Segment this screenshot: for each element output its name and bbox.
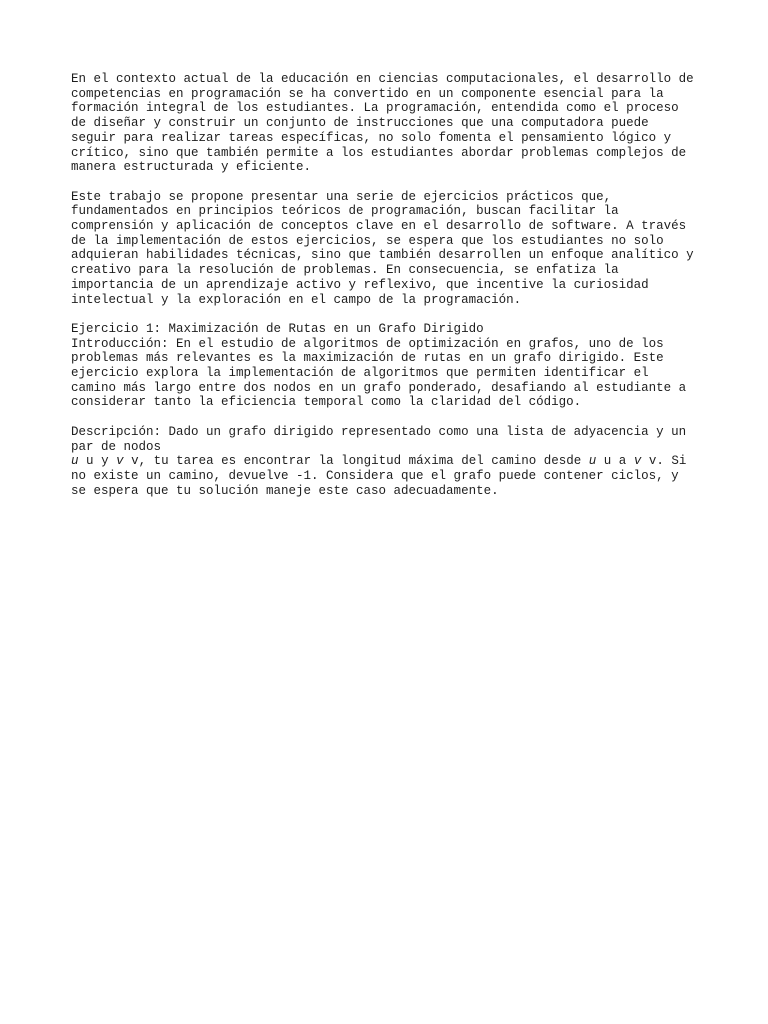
objective-paragraph: Este trabajo se propone presentar una serie de ejercicios prácticos que, fundamentados en principios teóricos de programación, buscan facilitar la comprensión y aplicación de conceptos clave en el desarrollo de software. A través de la implementación de estos ejercicios, se espera que los estudiantes no solo adquieran habilidades técnicas, sino que también desarrollen un enfoque analítico y creativo para la resolución de problemas. En consecuencia, se enfatiza la importancia de un aprendizaje activo y reflexivo, que incentive la curiosidad intelectual y la exploración en el campo de la programación. [71, 189, 694, 307]
intro-paragraph: En el contexto actual de la educación en ciencias computacionales, el desarrollo de competencias en programación se ha convertido en un componente esencial para la formación integral de los estudiantes. La programación, entendida como el proceso de diseñar y construir un conjunto de instrucciones que una computadora puede seguir para realizar tareas específicas, no solo fomenta el pensamiento lógico y crítico, sino que también permite a los estudiantes abordar problemas complejos de manera estructurada y eficiente. [71, 72, 694, 175]
description-text-end: . Si no existe un camino, devuelve -1. Considera que el grafo puede contener ciclos, y se espera que tu solución maneje este caso adecuadamente. [71, 454, 687, 498]
math-node-v: v [116, 454, 124, 469]
conjunction-a: a [618, 454, 627, 469]
document-body [71, 72, 701, 513]
math-node-u: u [71, 454, 79, 469]
exercise-heading: Ejercicio 1: Maximización de Rutas en un Grafo Dirigido [71, 321, 484, 336]
plain-node-u: u [86, 454, 94, 469]
math-node-u-2: u [588, 454, 597, 469]
description-text-start: Descripción: Dado un grafo dirigido representado como una lista de adyacencia y un par de nodos [71, 424, 687, 454]
plain-node-u-2: u [603, 454, 612, 469]
conjunction-y: y [101, 454, 109, 469]
description-text-middle: , tu tarea es encontrar la longitud máxima del camino desde [138, 454, 582, 469]
exercise-description [71, 425, 701, 499]
exercise-introduction: Introducción: En el estudio de algoritmos de optimización en grafos, uno de los problemas más relevantes es la maximización de rutas en un grafo dirigido. Este ejercicio explora la implementación de algoritmos que permiten identificar el camino más largo entre dos nodos en un grafo ponderado, desafiando al estudiante a considerar tanto la eficiencia temporal como la claridad del código. [71, 336, 687, 410]
math-node-v-2: v [633, 454, 642, 469]
plain-node-v: v [131, 454, 139, 469]
plain-node-v-2: v [648, 454, 657, 469]
